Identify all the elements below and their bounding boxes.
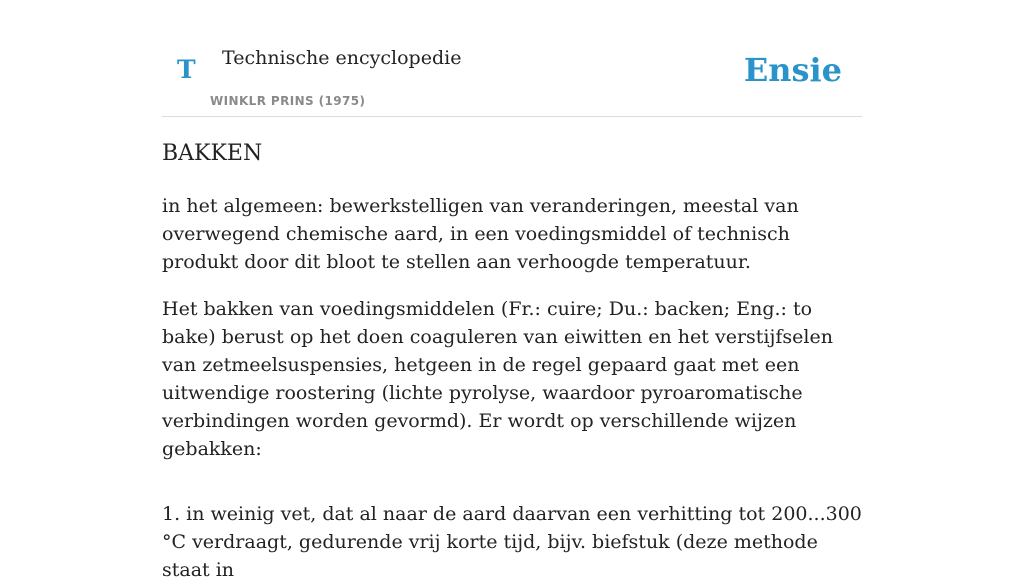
entry-content (162, 138, 862, 584)
entry-paragraph-2: Het bakken van voedingsmiddelen (Fr.: cuire; Du.: backen; Eng.: to bake) berust op het doen coaguleren van eiwitten en het verstijfselen van zetmeelsuspensies, hetgeen in de regel gepaard gaat met een uitwendige roostering (lichte pyrolyse, waardoor pyroaromatische verbindingen worden gevormd). Er wordt op verschillende wijzen gebakken: (162, 298, 833, 460)
book-title[interactable]: Technische encyclopedie (222, 47, 462, 69)
list-item: 1. in weinig vet, dat al naar de aard daarvan een verhitting tot 200...300 °C verdraagt, gedurende vrij korte tijd, bijv. biefstuk (deze methode staat in (162, 503, 862, 581)
book-logo-icon[interactable]: T (177, 55, 196, 84)
header (162, 0, 862, 117)
entry-paragraph-1: in het algemeen: bewerkstelligen van veranderingen, meestal van overwegend chemische aard, in een voedingsmiddel of technisch produkt door dit bloot te stellen aan verhoogde temperatuur. (162, 195, 799, 273)
brand-logo[interactable]: Ensie (743, 51, 842, 89)
entry-title: BAKKEN (162, 141, 263, 166)
book-subtitle: WINKLR PRINS (1975) (210, 94, 366, 108)
